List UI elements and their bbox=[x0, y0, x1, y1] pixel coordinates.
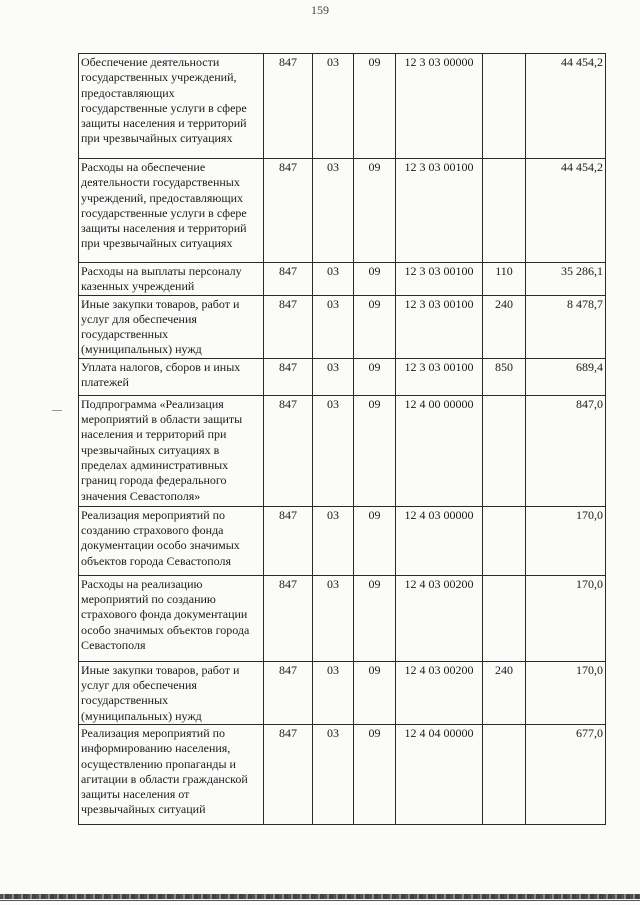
row-section: 03 bbox=[313, 506, 354, 575]
row-target-code: 12 4 04 00000 bbox=[396, 724, 483, 824]
row-amount: 8 478,7 bbox=[526, 295, 606, 358]
scan-mark bbox=[52, 410, 62, 411]
row-target-code: 12 4 03 00000 bbox=[396, 506, 483, 575]
row-section: 03 bbox=[313, 54, 354, 159]
row-target-code: 12 3 03 00100 bbox=[396, 358, 483, 395]
table-row bbox=[79, 506, 606, 575]
row-expense-type bbox=[483, 575, 526, 661]
row-target-code: 12 4 00 00000 bbox=[396, 395, 483, 506]
table-row bbox=[79, 575, 606, 661]
scan-edge-artifact bbox=[0, 894, 640, 899]
row-expense-type: 240 bbox=[483, 295, 526, 358]
row-expense-type bbox=[483, 724, 526, 824]
row-name: Иные закупки товаров, работ и услуг для обеспечения государственных (муниципальных) нужд bbox=[79, 661, 264, 724]
row-amount: 847,0 bbox=[526, 395, 606, 506]
row-section: 03 bbox=[313, 263, 354, 296]
row-expense-type: 110 bbox=[483, 263, 526, 296]
row-admin-code: 847 bbox=[264, 358, 313, 395]
row-target-code: 12 3 03 00100 bbox=[396, 159, 483, 263]
row-section: 03 bbox=[313, 159, 354, 263]
row-section: 03 bbox=[313, 295, 354, 358]
table-row bbox=[79, 395, 606, 506]
table-row bbox=[79, 159, 606, 263]
row-admin-code: 847 bbox=[264, 54, 313, 159]
row-expense-type: 240 bbox=[483, 661, 526, 724]
row-section: 03 bbox=[313, 575, 354, 661]
table-row bbox=[79, 661, 606, 724]
row-amount: 170,0 bbox=[526, 661, 606, 724]
table-row bbox=[79, 54, 606, 159]
row-section: 03 bbox=[313, 661, 354, 724]
row-amount: 44 454,2 bbox=[526, 54, 606, 159]
row-section: 03 bbox=[313, 358, 354, 395]
row-name: Реализация мероприятий по информированию населения, осуществлению пропаганды и агитации в области гражданской защиты населения от чрезвычайных ситуаций bbox=[79, 724, 264, 824]
row-name: Иные закупки товаров, работ и услуг для обеспечения государственных (муниципальных) нужд bbox=[79, 295, 264, 358]
row-amount: 170,0 bbox=[526, 575, 606, 661]
row-name: Расходы на реализацию мероприятий по созданию страхового фонда документации особо значимых объектов города Севастополя bbox=[79, 575, 264, 661]
row-admin-code: 847 bbox=[264, 506, 313, 575]
row-expense-type bbox=[483, 395, 526, 506]
budget-table bbox=[78, 53, 606, 825]
row-admin-code: 847 bbox=[264, 263, 313, 296]
table-row bbox=[79, 724, 606, 824]
row-subsection: 09 bbox=[354, 395, 396, 506]
row-expense-type bbox=[483, 506, 526, 575]
row-admin-code: 847 bbox=[264, 395, 313, 506]
table-row bbox=[79, 295, 606, 358]
row-target-code: 12 3 03 00000 bbox=[396, 54, 483, 159]
row-admin-code: 847 bbox=[264, 159, 313, 263]
row-amount: 677,0 bbox=[526, 724, 606, 824]
row-admin-code: 847 bbox=[264, 724, 313, 824]
row-admin-code: 847 bbox=[264, 295, 313, 358]
row-subsection: 09 bbox=[354, 263, 396, 296]
row-subsection: 09 bbox=[354, 575, 396, 661]
row-target-code: 12 4 03 00200 bbox=[396, 575, 483, 661]
row-section: 03 bbox=[313, 724, 354, 824]
row-subsection: 09 bbox=[354, 54, 396, 159]
row-name: Подпрограмма «Реализация мероприятий в области защиты населения и территорий при чрезвычайных ситуациях в пределах административных границ города федерального значения Севастополя» bbox=[79, 395, 264, 506]
row-subsection: 09 bbox=[354, 661, 396, 724]
table-row bbox=[79, 358, 606, 395]
row-expense-type bbox=[483, 159, 526, 263]
row-subsection: 09 bbox=[354, 724, 396, 824]
row-target-code: 12 4 03 00200 bbox=[396, 661, 483, 724]
row-amount: 44 454,2 bbox=[526, 159, 606, 263]
row-target-code: 12 3 03 00100 bbox=[396, 295, 483, 358]
table-row bbox=[79, 263, 606, 296]
row-name: Расходы на обеспечение деятельности государственных учреждений, предоставляющих государственные услуги в сфере защиты населения и территорий при чрезвычайных ситуациях bbox=[79, 159, 264, 263]
row-name: Расходы на выплаты персоналу казенных учреждений bbox=[79, 263, 264, 296]
row-amount: 35 286,1 bbox=[526, 263, 606, 296]
row-admin-code: 847 bbox=[264, 575, 313, 661]
row-admin-code: 847 bbox=[264, 661, 313, 724]
row-expense-type: 850 bbox=[483, 358, 526, 395]
row-expense-type bbox=[483, 54, 526, 159]
row-name: Уплата налогов, сборов и иных платежей bbox=[79, 358, 264, 395]
row-amount: 689,4 bbox=[526, 358, 606, 395]
row-target-code: 12 3 03 00100 bbox=[396, 263, 483, 296]
page-number: 159 bbox=[311, 3, 329, 17]
row-subsection: 09 bbox=[354, 358, 396, 395]
row-subsection: 09 bbox=[354, 295, 396, 358]
row-subsection: 09 bbox=[354, 506, 396, 575]
row-section: 03 bbox=[313, 395, 354, 506]
scan-edge-line bbox=[0, 900, 640, 901]
row-subsection: 09 bbox=[354, 159, 396, 263]
row-name: Реализация мероприятий по созданию страхового фонда документации особо значимых объектов города Севастополя bbox=[79, 506, 264, 575]
row-amount: 170,0 bbox=[526, 506, 606, 575]
row-name: Обеспечение деятельности государственных учреждений, предоставляющих государственные услуги в сфере защиты населения и территорий при чрезвычайных ситуациях bbox=[79, 54, 264, 159]
